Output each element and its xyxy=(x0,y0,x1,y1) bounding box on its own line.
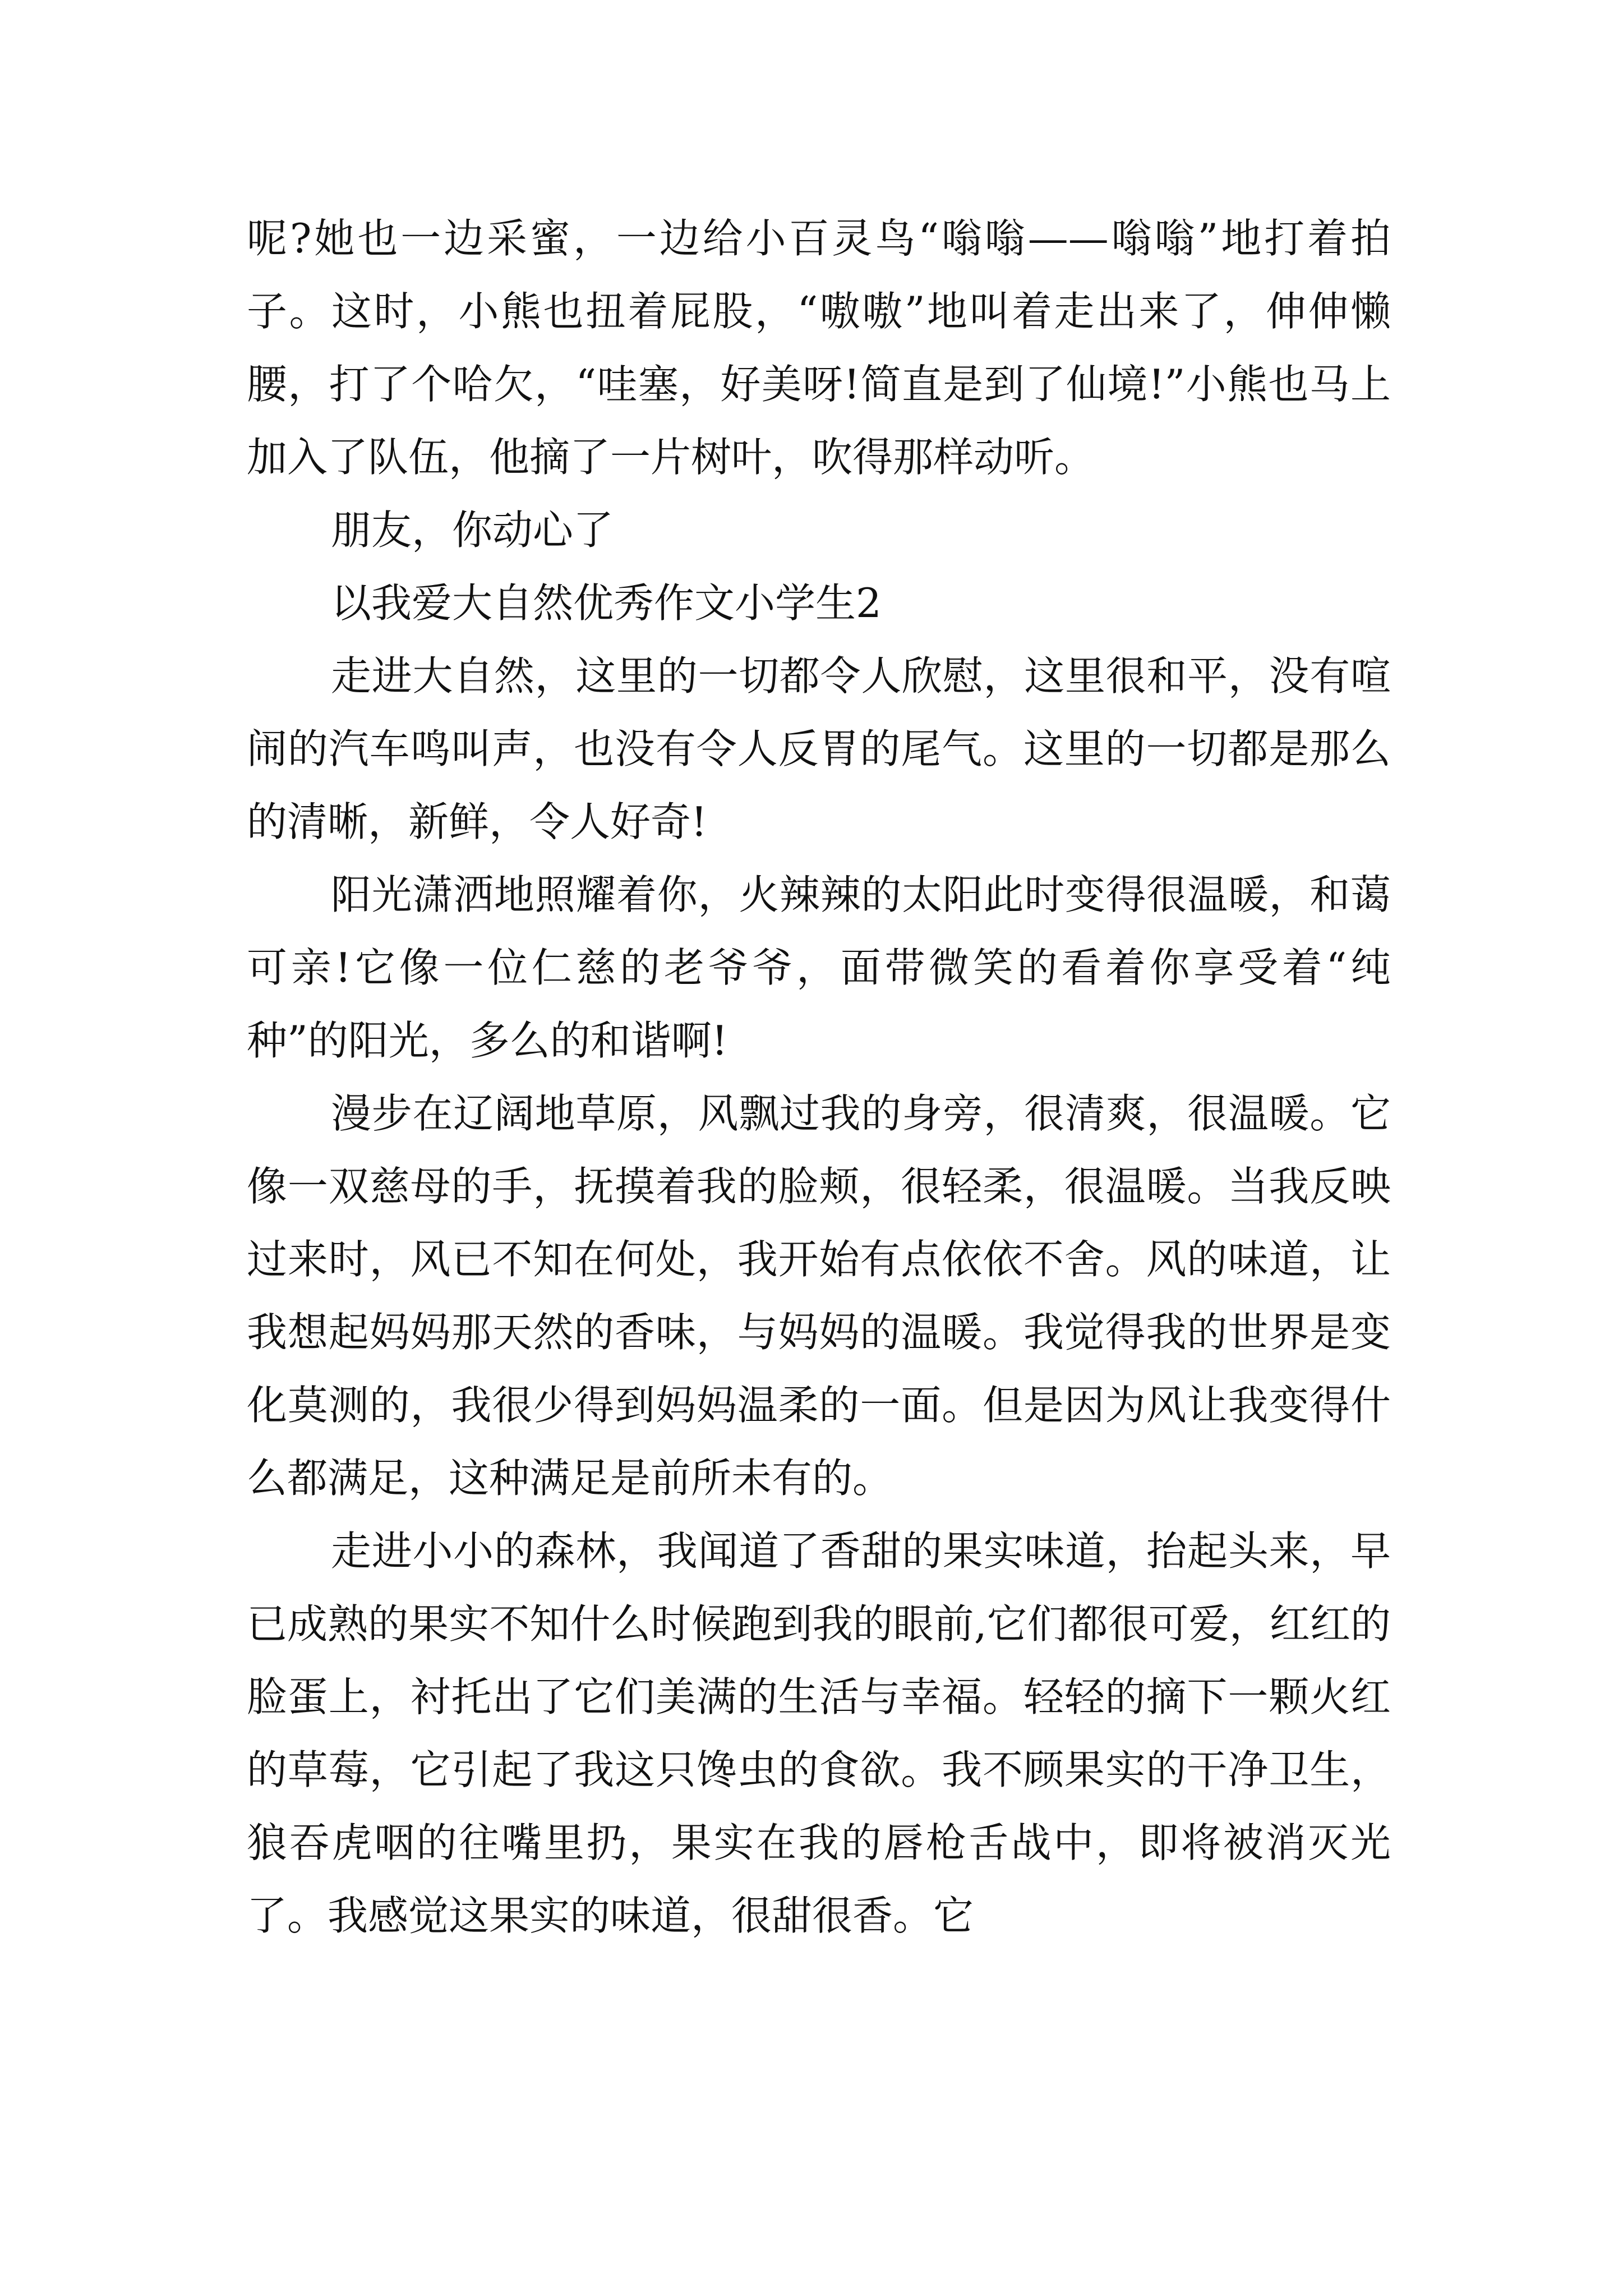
document-body xyxy=(247,202,1391,1952)
paragraph-friend: 朋友，你动心了 xyxy=(331,507,614,554)
paragraph-continued: 呢?她也一边采蜜，一边给小百灵鸟“嗡嗡——嗡嗡”地打着拍子。这时，小熊也扭着屁股，“嗷嗷”地叫着走出来了，伸伸懒腰，打了个哈欠，“哇塞，好美呀!简直是到了仙境!”小熊也马上加入了队伍，他摘了一片树叶，吹得那样动听。 xyxy=(247,215,1391,481)
paragraph-wind: 漫步在辽阔地草原，风飘过我的身旁，很清爽，很温暖。它像一双慈母的手，抚摸着我的脸颊，很轻柔，很温暖。当我反映过来时，风已不知在何处，我开始有点依依不舍。风的味道，让我想起妈妈那天然的香味，与妈妈的温暖。我觉得我的世界是变化莫测的，我很少得到妈妈温柔的一面。但是因为风让我变得什么都满足，这种满足是前所未有的。 xyxy=(247,1090,1391,1502)
paragraph-nature: 走进大自然，这里的一切都令人欣慰，这里很和平，没有喧闹的汽车鸣叫声，也没有令人反胃的尾气。这里的一切都是那么的清晰，新鲜，令人好奇! xyxy=(247,652,1391,845)
paragraph-forest: 走进小小的森林，我闻道了香甜的果实味道，抬起头来，早已成熟的果实不知什么时候跑到我的眼前,它们都很可爱，红红的脸蛋上，衬托出了它们美满的生活与幸福。轻轻的摘下一颗火红的草莓，它引起了我这只馋虫的食欲。我不顾果实的干净卫生，狼吞虎咽的往嘴里扔，果实在我的唇枪舌战中，即将被消灭光了。我感觉这果实的味道，很甜很香。它 xyxy=(247,1527,1391,1939)
paragraph-sunshine: 阳光潇洒地照耀着你，火辣辣的太阳此时变得很温暖，和蔼可亲!它像一位仁慈的老爷爷，面带微笑的看着你享受着“纯种”的阳光，多么的和谐啊! xyxy=(247,871,1391,1064)
essay-title: 以我爱大自然优秀作文小学生2 xyxy=(331,579,882,627)
